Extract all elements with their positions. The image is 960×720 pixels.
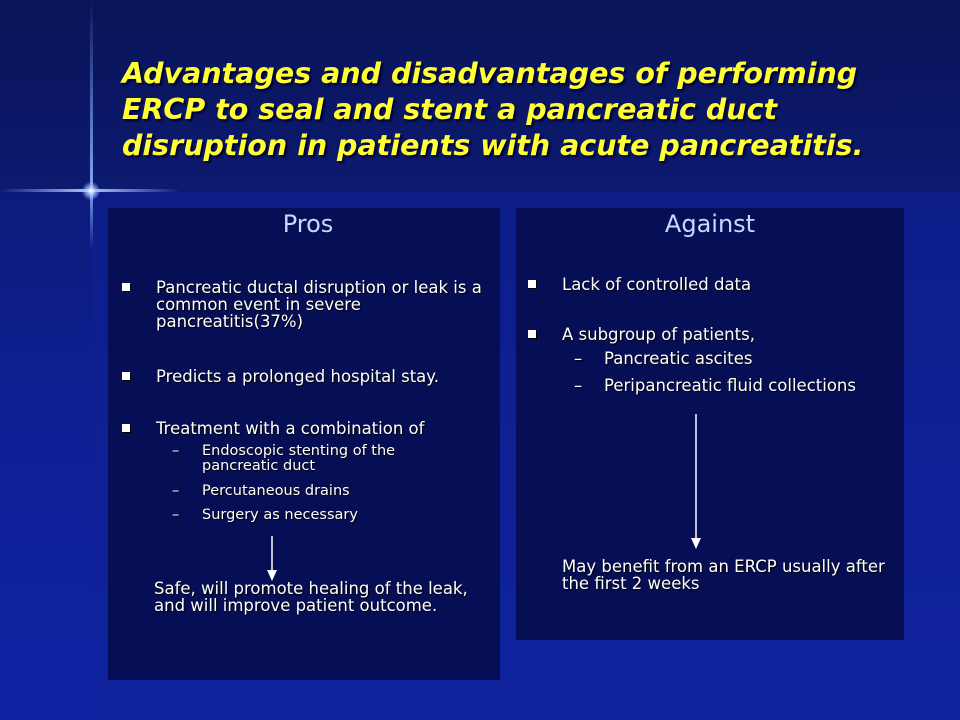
dash-bullet: – [574,349,583,368]
dash-bullet: – [172,507,180,523]
decorative-star-glow [82,182,100,200]
against-down-arrow-icon [686,414,706,550]
pros-item-treatment: Treatment with a combination of [122,420,494,437]
pros-down-arrow-icon [262,536,282,582]
against-item-subgroup: A subgroup of patients, [528,326,898,343]
decorative-vertical-light-line [90,0,93,250]
square-bullet-icon [528,330,536,338]
against-item-controlled-data: Lack of controlled data [528,276,898,293]
square-bullet-icon [122,372,130,380]
against-subitem-fluid-collections: – Peripancreatic fluid collections [574,376,856,395]
against-subitem-ascites: – Pancreatic ascites [574,349,753,368]
pros-subitem-drains: – Percutaneous drains [172,483,350,499]
dash-bullet: – [172,443,180,459]
square-bullet-icon [122,424,130,432]
pros-heading: Pros [282,210,334,238]
against-heading: Against [664,210,756,238]
pros-conclusion: Safe, will promote healing of the leak, and will improve patient outcome. [154,579,468,615]
square-bullet-icon [122,283,130,291]
against-conclusion: May benefit from an ERCP usually after the first 2 weeks [562,557,885,593]
pros-subitem-stenting: – Endoscopic stenting of the pancreatic duct [172,443,396,474]
square-bullet-icon [528,280,536,288]
pros-item-ductal-disruption: Pancreatic ductal disruption or leak is a common event in severe pancreatitis(37%) [122,279,494,330]
pros-subitem-surgery: – Surgery as necessary [172,507,358,523]
slide-title: Advantages and disadvantages of performing ERCP to seal and stent a pancreatic duct disruption in patients with acute pancreatitis. [122,57,864,162]
pros-item-hospital-stay: Predicts a prolonged hospital stay. [122,368,494,385]
dash-bullet: – [574,376,583,395]
dash-bullet: – [172,483,180,499]
